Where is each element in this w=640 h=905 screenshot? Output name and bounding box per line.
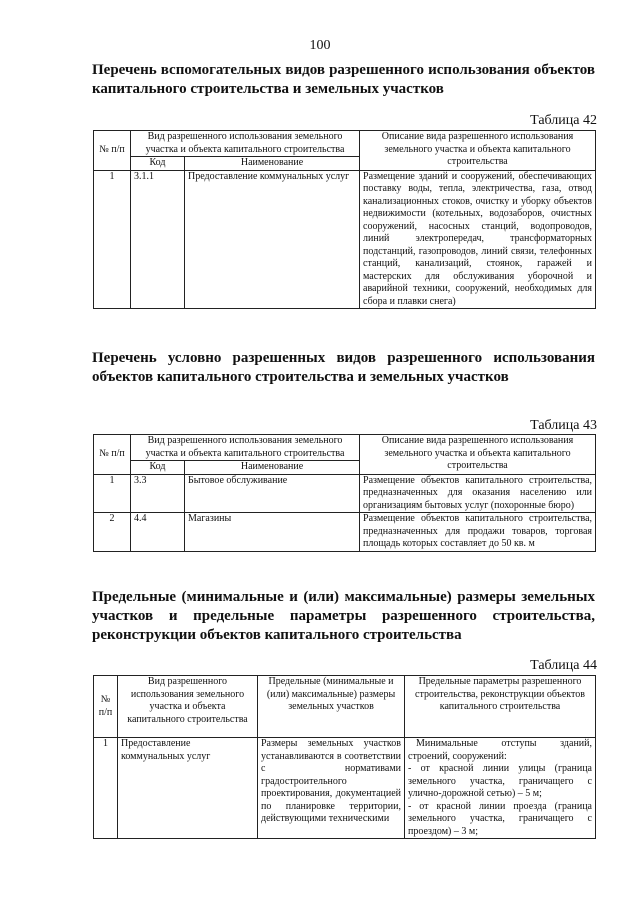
row-description: Размещение зданий и сооружений, обеспечивающих поставку воды, тепла, электричества, газа, отвод канализационных стоков, очистку и уборку объектов недвижимости (котельных, водозаборов, очистных сооружений, насосных станций, водопроводов, линий электропередач, трансформаторных подстанций, газопроводов, линий связи, телефонных станций, канализаций, стоянок, гаражей и мастерских для обслуживания уборочной и аварийной техники, сооружений, необходимых для сбора и плавки снега) <box>360 170 596 309</box>
row-code: 3.1.1 <box>131 170 185 309</box>
row-plot-sizes: Размеры земельных участков устанавливаются в соответствии с нормативами градостроительного проектирования, документацией по планировке территории, действующими техническими <box>258 738 405 839</box>
table-label-42: Таблица 42 <box>530 113 597 128</box>
row-num: 1 <box>94 738 118 839</box>
row-description: Размещение объектов капитального строительства, предназначенных для продажи товаров, торговая площадь которых составляет до 50 кв. м <box>360 513 596 552</box>
row-name: Бытовое обслуживание <box>185 474 360 513</box>
row-name: Предоставление коммунальных услуг <box>185 170 360 309</box>
header-code: Код <box>131 461 185 475</box>
params-item: - от красной линии улицы (граница земельного участка, граничащего с улично-дорожной сетью) – 5 м; <box>408 763 592 799</box>
table-43 <box>93 434 596 552</box>
header-description: Описание вида разрешенного использования земельного участка и объекта капитального строительства <box>360 131 596 171</box>
header-use-type: Вид разрешенного использования земельного участка и объекта капитального строительства <box>131 435 360 461</box>
row-num: 1 <box>94 170 131 309</box>
row-code: 4.4 <box>131 513 185 552</box>
row-num: 1 <box>94 474 131 513</box>
header-num: № п/п <box>94 676 118 738</box>
section-heading-auxiliary-uses: Перечень вспомогательных видов разрешенного использования объектов капитального строительства и земельных участков <box>92 62 595 97</box>
page-number: 100 <box>309 38 331 53</box>
header-name: Наименование <box>185 461 360 475</box>
table-row <box>94 513 596 552</box>
row-name: Магазины <box>185 513 360 552</box>
header-use-type: Вид разрешенного использования земельного участка и объекта капитального строительства <box>118 676 258 738</box>
table-row <box>94 170 596 309</box>
params-intro: Минимальные отступы зданий, строений, сооружений: <box>408 738 592 762</box>
header-code: Код <box>131 157 185 171</box>
header-description: Описание вида разрешенного использования земельного участка и объекта капитального строительства <box>360 435 596 475</box>
header-num: № п/п <box>94 435 131 475</box>
row-code: 3.3 <box>131 474 185 513</box>
table-label-44: Таблица 44 <box>530 658 597 673</box>
row-description: Размещение объектов капитального строительства, предназначенных для оказания населению или организациям бытовых услуг (похоронные бюро) <box>360 474 596 513</box>
section-heading-conditional-uses: Перечень условно разрешенных видов разрешенного использования объектов капитального строительства и земельных участков <box>92 350 595 385</box>
header-name: Наименование <box>185 157 360 171</box>
header-num: № п/п <box>94 131 131 171</box>
table-row <box>94 474 596 513</box>
params-item: - от красной линии проезда (граница земельного участка, граничащего с проездом) – 3 м; <box>408 800 592 837</box>
table-row <box>94 738 596 839</box>
section-heading-limits: Предельные (минимальные и (или) максимальные) размеры земельных участков и предельные параметры разрешенного строительства, реконструкции объектов капитального строительства <box>92 589 595 643</box>
header-plot-sizes: Предельные (минимальные и (или) максимальные) размеры земельных участков <box>258 676 405 738</box>
table-label-43: Таблица 43 <box>530 418 597 433</box>
header-params: Предельные параметры разрешенного строительства, реконструкции объектов капитального строительства <box>405 676 596 738</box>
row-params <box>405 738 596 839</box>
table-44 <box>93 675 596 839</box>
table-42 <box>93 130 596 309</box>
row-num: 2 <box>94 513 131 552</box>
header-use-type: Вид разрешенного использования земельного участка и объекта капитального строительства <box>131 131 360 157</box>
row-use-type: Предоставление коммунальных услуг <box>118 738 258 839</box>
